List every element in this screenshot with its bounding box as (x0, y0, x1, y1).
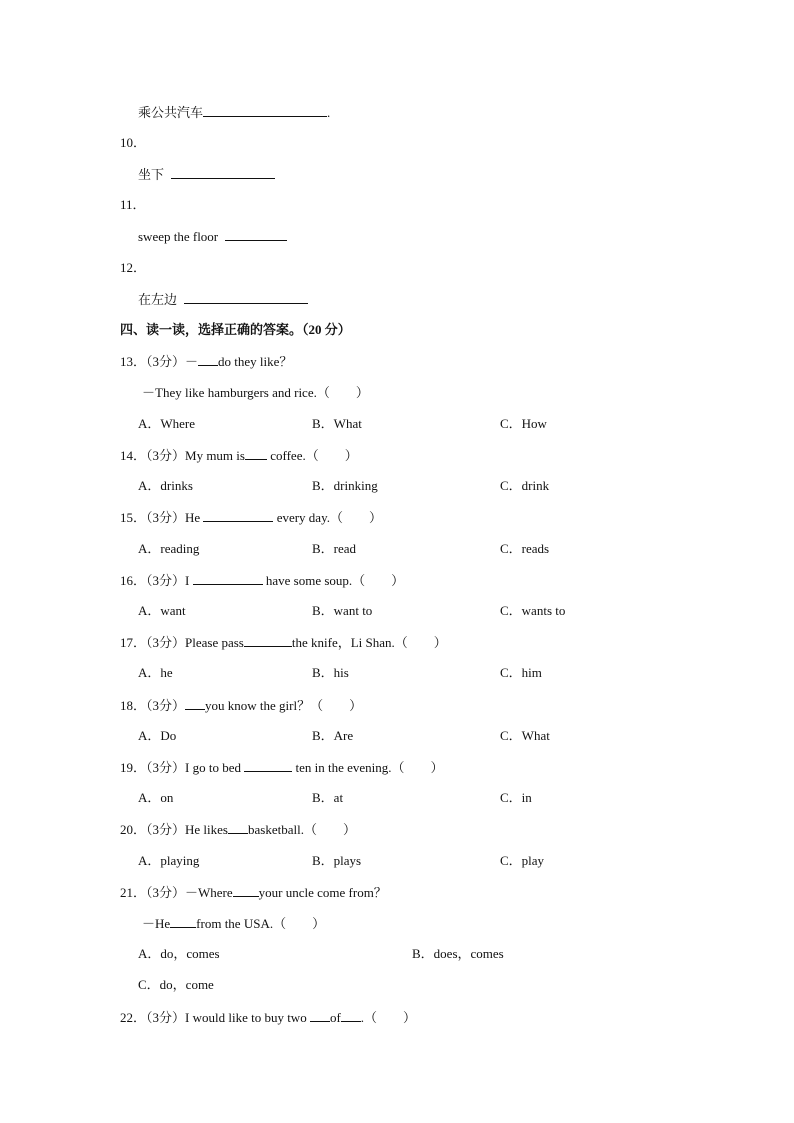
item-12-text: 在左边 (138, 292, 178, 307)
question-text: He likes (185, 822, 228, 837)
question-number: 18．（3分） (120, 698, 186, 713)
question-14 (120, 447, 358, 464)
answer-blank[interactable] (185, 697, 205, 710)
question-text: ten in the evening.（ ） (292, 760, 444, 775)
answer-blank[interactable] (225, 228, 287, 241)
answer-blank[interactable] (203, 509, 273, 522)
question-number: 17．（3分） (120, 635, 186, 650)
question-text: coffee.（ ） (266, 448, 358, 463)
question-13-line2: －They like hamburgers and rice.（ ） (142, 385, 369, 400)
option-a[interactable]: A．Do (138, 728, 177, 743)
option-a[interactable]: A．on (138, 790, 174, 805)
option-b[interactable]: B．plays (312, 853, 362, 868)
option-c[interactable]: C．drink (500, 478, 550, 493)
question-text: I go to bed (185, 760, 245, 775)
option-a[interactable]: A．drinks (138, 478, 193, 493)
question-18 (120, 697, 362, 714)
question-21 (120, 884, 387, 901)
question-text: I would like to buy two (185, 1010, 310, 1025)
question-text: have some soup.（ ） (262, 573, 405, 588)
answer-blank[interactable] (170, 915, 196, 928)
answer-blank[interactable] (244, 759, 292, 772)
question-text: －Where (185, 885, 233, 900)
question-text: Please pass (185, 635, 244, 650)
question-text: My mum is (185, 448, 245, 463)
option-c[interactable]: C．How (500, 416, 547, 431)
question-text: of (329, 1010, 341, 1025)
option-b[interactable]: B．at (312, 790, 344, 805)
option-a[interactable]: A．he (138, 665, 173, 680)
answer-blank[interactable] (171, 166, 275, 179)
question-22 (120, 1009, 416, 1026)
option-b[interactable]: B．What (312, 416, 362, 431)
question-number: 21．（3分） (120, 885, 186, 900)
answer-blank[interactable] (198, 353, 218, 366)
option-c[interactable]: C．in (500, 790, 532, 805)
option-c[interactable]: C．do，come (138, 977, 214, 992)
question-text: you know the girl？（ ） (205, 698, 363, 713)
item-11-line (138, 228, 287, 245)
option-b[interactable]: B．does，comes (412, 946, 504, 961)
question-text: do they like？ (218, 354, 293, 369)
option-a[interactable]: A．reading (138, 541, 200, 556)
question-17 (120, 634, 447, 651)
item-10-text: 坐下 (138, 167, 165, 182)
question-number: 15．（3分） (120, 510, 186, 525)
question-19 (120, 759, 444, 776)
item-10-number: 10． (120, 135, 147, 150)
item-9-text: 乘公共汽车 (138, 105, 204, 120)
item-12-line (138, 291, 308, 308)
answer-blank[interactable] (203, 104, 327, 117)
option-b[interactable]: B．his (312, 665, 349, 680)
option-c[interactable]: C．What (500, 728, 550, 743)
answer-blank[interactable] (228, 821, 248, 834)
option-b[interactable]: B．Are (312, 728, 354, 743)
option-a[interactable]: A．want (138, 603, 186, 618)
answer-blank[interactable] (310, 1009, 330, 1022)
option-a[interactable]: A．playing (138, 853, 200, 868)
item-10-line (138, 166, 275, 183)
answer-blank[interactable] (245, 447, 267, 460)
answer-blank[interactable] (184, 291, 308, 304)
answer-blank[interactable] (341, 1009, 361, 1022)
question-text: every day.（ ） (273, 510, 382, 525)
answer-blank[interactable] (233, 884, 259, 897)
question-number: 14．（3分） (120, 448, 186, 463)
item-11-text: sweep the floor (138, 229, 219, 244)
option-c[interactable]: C．him (500, 665, 542, 680)
question-number: 19．（3分） (120, 760, 186, 775)
question-text: your uncle come from？ (258, 885, 387, 900)
question-text: .（ ） (360, 1010, 417, 1025)
option-b[interactable]: B．drinking (312, 478, 378, 493)
option-a[interactable]: A．Where (138, 416, 196, 431)
question-number: 16．（3分） (120, 573, 186, 588)
question-text: －He (142, 916, 171, 931)
question-15 (120, 509, 382, 526)
item-9-line (138, 104, 330, 121)
question-text: from the USA.（ ） (196, 916, 326, 931)
item-9-end: . (327, 105, 331, 120)
item-12-number: 12． (120, 260, 147, 275)
option-c[interactable]: C．wants to (500, 603, 566, 618)
question-text: the knife，Li Shan.（ ） (291, 635, 447, 650)
answer-blank[interactable] (244, 634, 292, 647)
dash: － (185, 354, 199, 369)
question-text: I (185, 573, 193, 588)
option-c[interactable]: C．play (500, 853, 545, 868)
question-text: basketball.（ ） (247, 822, 356, 837)
question-text: He (185, 510, 204, 525)
option-a[interactable]: A．do，comes (138, 946, 220, 961)
question-16 (120, 572, 404, 589)
option-b[interactable]: B．read (312, 541, 357, 556)
question-21-line2 (142, 915, 325, 932)
answer-blank[interactable] (193, 572, 263, 585)
question-13 (120, 353, 292, 370)
option-c[interactable]: C．reads (500, 541, 550, 556)
question-number: 13．（3分） (120, 354, 186, 369)
item-11-number: 11． (120, 197, 146, 212)
option-b[interactable]: B．want to (312, 603, 373, 618)
question-number: 22．（3分） (120, 1010, 186, 1025)
question-number: 20．（3分） (120, 822, 186, 837)
question-20 (120, 821, 356, 838)
section-heading: 四、读一读，选择正确的答案。（20 分） (120, 322, 351, 337)
